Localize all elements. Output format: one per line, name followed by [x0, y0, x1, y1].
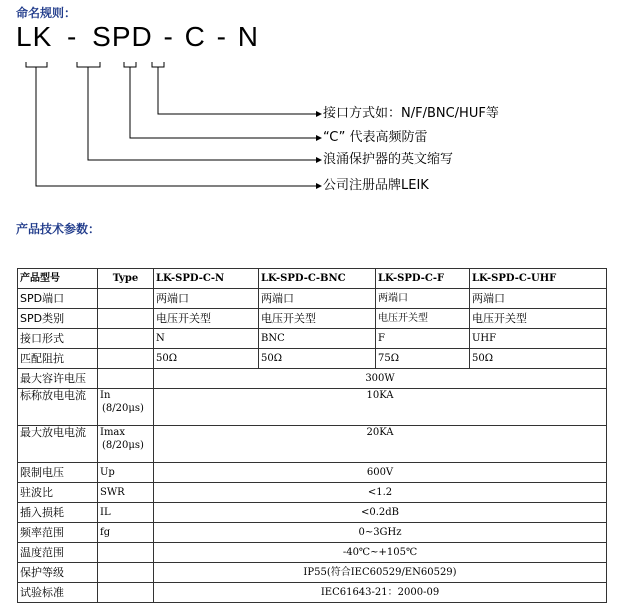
row-label: 匹配阻抗 [18, 349, 98, 369]
table-row [18, 563, 607, 583]
type-symbol: Imax [100, 427, 126, 438]
type-symbol: SWR [100, 487, 125, 498]
table-row [18, 543, 607, 563]
row-label: 温度范围 [18, 543, 98, 563]
connector-interface-leader [158, 67, 316, 114]
row-label: 保护等级 [18, 563, 98, 583]
row-value: 50Ω [470, 349, 607, 369]
connector-spd [77, 62, 100, 67]
row-value: 600V [154, 463, 607, 483]
row-label: 最大放电电流 [18, 426, 98, 463]
row-type [98, 523, 154, 543]
row-value: 电压开关型 [259, 309, 376, 329]
row-type [98, 563, 154, 583]
connector-interface [152, 62, 164, 67]
header-cell: LK-SPD-C-BNC [259, 269, 376, 289]
table-row [18, 369, 607, 389]
row-value: UHF [470, 329, 607, 349]
row-label: 驻波比 [18, 483, 98, 503]
row-type [98, 463, 154, 483]
row-value: BNC [259, 329, 376, 349]
type-waveform: (8/20μs) [102, 403, 144, 414]
row-value: 电压开关型 [154, 309, 259, 329]
row-value: 50Ω [259, 349, 376, 369]
type-symbol: fg [100, 527, 111, 538]
code-spd: SPD [92, 21, 153, 52]
type-symbol: IL [100, 507, 111, 518]
row-value: 75Ω [376, 349, 470, 369]
row-value: -40℃~+105℃ [154, 543, 607, 563]
row-value: 两端口 [259, 289, 376, 309]
row-value: IEC61643-21：2000-09 [154, 583, 607, 603]
code-dash: - [216, 21, 227, 52]
header-cell: LK-SPD-C-F [376, 269, 470, 289]
row-type [98, 369, 154, 389]
table-row [18, 349, 607, 369]
naming-connector-lines [0, 0, 617, 200]
row-type [98, 349, 154, 369]
row-value: 电压开关型 [470, 309, 607, 329]
row-label: SPD端口 [18, 289, 98, 309]
row-label: 频率范围 [18, 523, 98, 543]
type-waveform: (8/20μs) [102, 440, 144, 451]
arrowhead [316, 135, 322, 141]
row-value: N [154, 329, 259, 349]
row-value: F [376, 329, 470, 349]
arrowhead [316, 111, 322, 117]
header-cell: 产品型号 [18, 269, 98, 289]
row-value: <0.2dB [154, 503, 607, 523]
code-brand: LK [16, 21, 53, 52]
row-type [98, 543, 154, 563]
row-value: <1.2 [154, 483, 607, 503]
row-value: IP55(符合IEC60529/EN60529) [154, 563, 607, 583]
row-label: 接口形式 [18, 329, 98, 349]
table-row [18, 483, 607, 503]
row-value: 两端口 [376, 289, 470, 309]
row-type [98, 426, 154, 463]
row-value: 两端口 [470, 289, 607, 309]
row-type [98, 329, 154, 349]
header-cell: LK-SPD-C-UHF [470, 269, 607, 289]
row-value: 50Ω [154, 349, 259, 369]
table-row [18, 329, 607, 349]
table-row [18, 523, 607, 543]
code-dash: - [163, 21, 174, 52]
row-value: 两端口 [154, 289, 259, 309]
desc-c: “C” 代表高频防雷 [323, 130, 428, 145]
type-symbol: In [100, 390, 111, 401]
row-type [98, 289, 154, 309]
spec-table [17, 268, 607, 603]
connector-brand-leader [36, 67, 316, 186]
table-header-row [18, 269, 607, 289]
row-type [98, 483, 154, 503]
row-value: 0~3GHz [154, 523, 607, 543]
code-dash: - [67, 21, 78, 52]
row-type [98, 309, 154, 329]
row-type [98, 503, 154, 523]
row-label: 限制电压 [18, 463, 98, 483]
row-type [98, 389, 154, 426]
row-label: 最大容许电压 [18, 369, 98, 389]
connector-c [124, 62, 136, 67]
table-row [18, 289, 607, 309]
table-row [18, 463, 607, 483]
arrowhead [316, 157, 322, 163]
row-label: 标称放电电流 [18, 389, 98, 426]
row-value: 20KA [154, 426, 607, 463]
row-value: 10KA [154, 389, 607, 426]
desc-spd: 浪涌保护器的英文缩写 [323, 152, 454, 167]
table-row [18, 583, 607, 603]
table-row [18, 389, 607, 426]
header-cell: LK-SPD-C-N [154, 269, 259, 289]
row-label: SPD类别 [18, 309, 98, 329]
row-value: 电压开关型 [376, 309, 470, 329]
table-row [18, 426, 607, 463]
desc-interface: 接口方式如：N/F/BNC/HUF等 [323, 106, 499, 121]
specs-heading: 产品技术参数： [16, 222, 101, 236]
row-label: 试验标准 [18, 583, 98, 603]
desc-brand: 公司注册品牌LEIK [323, 178, 429, 193]
code-c: C [184, 21, 206, 52]
table-row [18, 309, 607, 329]
row-type [98, 583, 154, 603]
type-symbol: Up [100, 467, 115, 478]
header-cell: Type [98, 269, 154, 289]
row-label: 插入损耗 [18, 503, 98, 523]
connector-brand [26, 62, 47, 67]
table-row [18, 503, 607, 523]
arrowhead [316, 183, 322, 189]
naming-heading: 命名规则： [16, 6, 77, 20]
code-interface: N [237, 21, 259, 52]
row-value: 300W [154, 369, 607, 389]
